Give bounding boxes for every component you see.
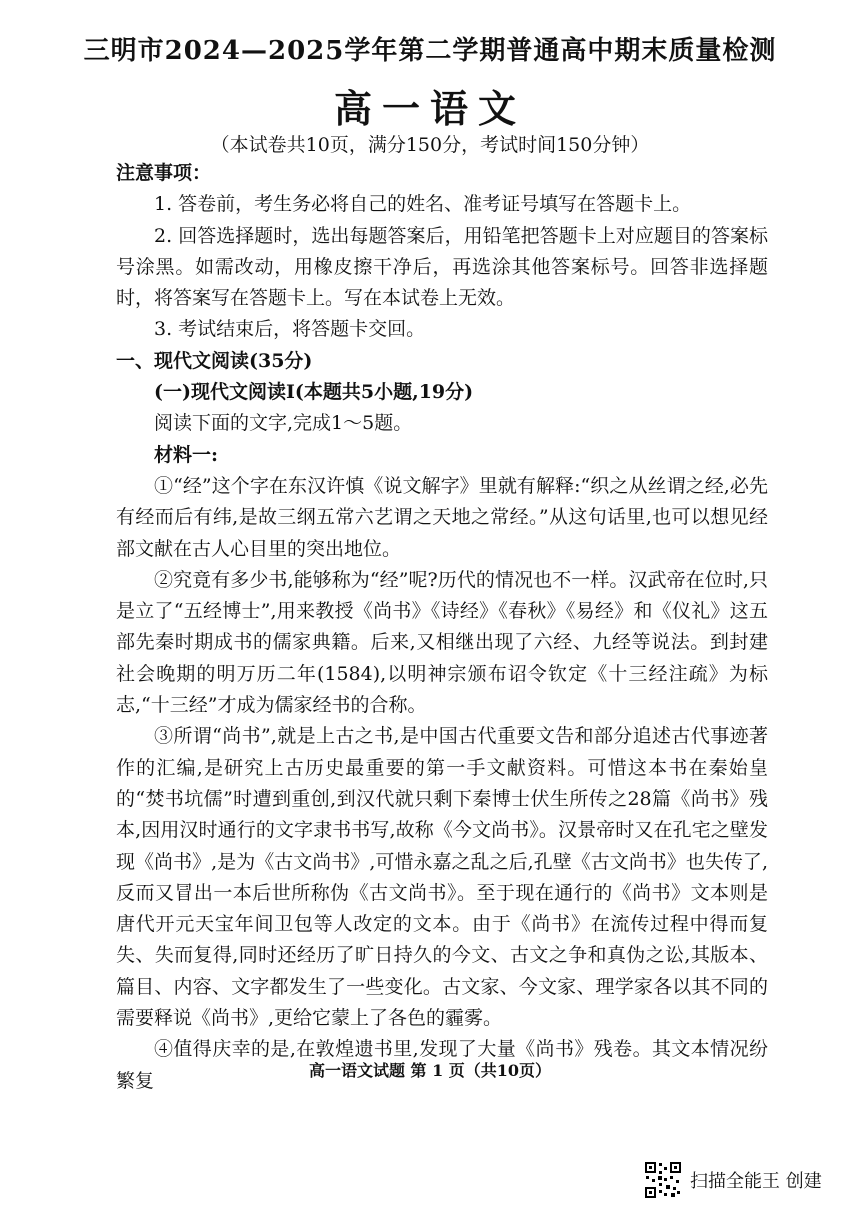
qr-code-icon	[644, 1161, 682, 1199]
paragraph-4: ④值得庆幸的是,在敦煌遗书里,发现了大量《尚书》残卷。其文本情况纷繁复	[116, 1038, 768, 1092]
scanner-watermark	[644, 1160, 822, 1200]
instruction: 阅读下面的文字,完成1～5题。	[154, 412, 413, 435]
paragraph-2: ②究竟有多少书,能够称为“经”呢?历代的情况也不一样。汉武帝在位时,只是立了“五经博士”,用来教授《尚书》《诗经》《春秋》《易经》和《仪礼》这五部先秦时期成书的儒家典籍。后来,又相继出现了六经、九经等说法。到封建社会晚期的明万历二年(1584),以明神宗颁布诏令钦定《十三经注疏》为标志,“十三经”才成为儒家经书的合称。	[116, 568, 768, 717]
exam-title: 三明市2024—2025学年第二学期普通高中期末质量检测	[83, 36, 777, 66]
paragraph-3: ③所谓“尚书”,就是上古之书,是中国古代重要文告和部分追述古代事迹著作的汇编,是研究上古历史最重要的第一手文献资料。可惜这本书在秦始皇的“焚书坑儒”时遭到重创,到汉代就只剩下秦博士伏生所传之28篇《尚书》残本,因用汉时通行的文字隶书书写,故称《今文尚书》。汉景帝时又在孔宅之壁发现《尚书》,是为《古文尚书》,可惜永嘉之乱之后,孔壁《古文尚书》也失传了,反而又冒出一本后世所称伪《古文尚书》。至于现在通行的《尚书》文本则是唐代开元天宝年间卫包等人改定的文本。由于《尚书》在流传过程中得而复失、失而复得,同时还经历了旷日持久的今文、古文之争和真伪之讼,其版本、篇目、内容、文字都发生了一些变化。古文家、今文家、理学家各以其不同的需要释说《尚书》,更给它蒙上了各色的霾雾。	[116, 725, 768, 1030]
sub-section-heading: (一)现代文阅读Ⅰ(本题共5小题,19分)	[154, 381, 474, 404]
notice-heading: 注意事项：	[116, 162, 212, 184]
exam-body	[116, 158, 768, 1097]
paper-info: （本试卷共10页，满分150分，考试时间150分钟）	[210, 134, 650, 156]
paragraph-1: ①“经”这个字在东汉许慎《说文解字》里就有解释:“织之从丝谓之经,必先有经而后有纬,是故三纲五常六艺谓之天地之常经。”从这句话里,也可以想见经部文献在古人心目里的突出地位。	[116, 474, 768, 560]
section-heading: 一、现代文阅读(35分)	[116, 349, 313, 372]
material-label: 材料一:	[154, 443, 219, 466]
notice-item-2: 2. 回答选择题时，选出每题答案后，用铅笔把答题卡上对应题目的答案标号涂黑。如需改动，用橡皮擦干净后，再选涂其他答案标号。回答非选择题时，将答案写在答题卡上。写在本试卷上无效。	[116, 224, 768, 310]
subject-title: 高一语文	[333, 86, 526, 131]
notice-item-3: 3. 考试结束后，将答题卡交回。	[154, 318, 426, 341]
page-footer: 高一语文试题 第 1 页（共10页）	[308, 1061, 552, 1080]
scanner-app-label: 扫描全能王 创建	[690, 1171, 822, 1192]
notice-item-1: 1. 答卷前，考生务必将自己的姓名、准考证号填写在答题卡上。	[154, 193, 692, 216]
